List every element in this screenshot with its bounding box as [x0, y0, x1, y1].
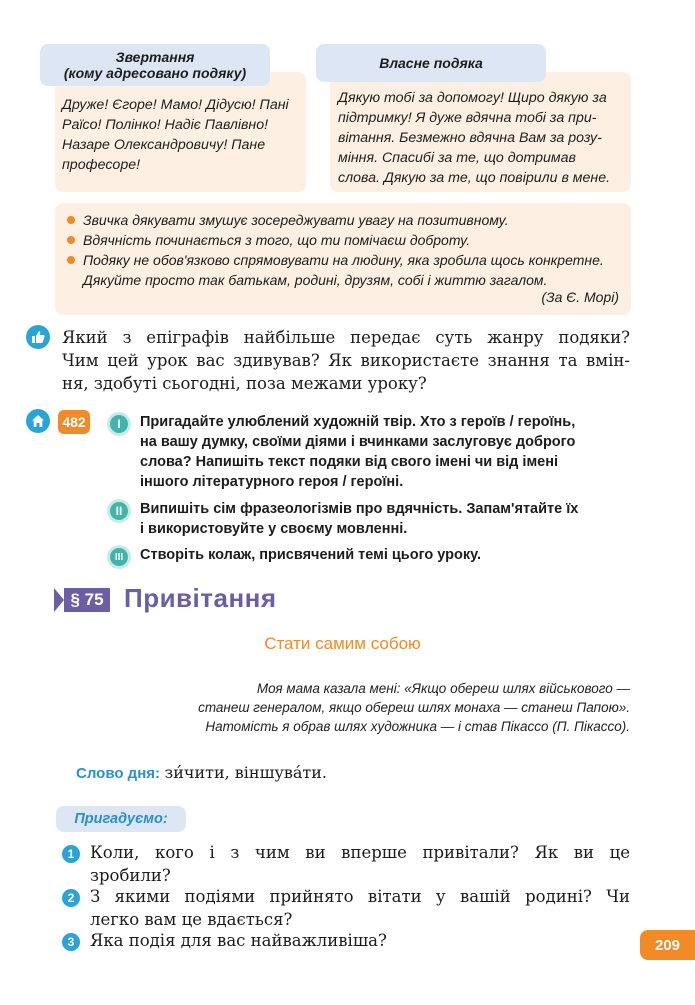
gratitude-line: міння. Спасибі за те, що дотримав	[338, 150, 576, 166]
epigraph-text: Звичка дякувати змушує зосереджувати увагу на позитивному.	[83, 212, 509, 228]
epigraphs-list	[65, 210, 621, 290]
section-number: § 75	[64, 588, 110, 612]
addressing-line: Друже! Єгоре! Мамо! Дідусю! Пані	[62, 97, 289, 113]
task-level-1: I	[110, 415, 128, 433]
gratitude-header	[316, 44, 546, 82]
gratitude-line: підтримку! Я дуже вдячна тобі за при-	[338, 110, 597, 126]
task-level-3: III	[110, 548, 128, 566]
reflection-line: Чим цей урок вас здивував? Як використаєте знання та вмін-	[62, 351, 630, 370]
task-text-2	[140, 499, 632, 539]
task-line: слова? Напишіть текст подяки від свого імені чи від імені	[140, 454, 559, 470]
remember-line: легко вам це вдається?	[90, 910, 293, 929]
epigraph-quote	[120, 679, 630, 736]
thumbs-up-icon	[26, 325, 50, 349]
addressing-text	[62, 95, 300, 175]
epigraph-item	[65, 230, 621, 250]
word-of-day-label: Слово дня:	[76, 765, 161, 782]
gratitude-line: вітання. Безмежно вдячна Вам за розу-	[338, 130, 602, 146]
exercise-number: 482	[58, 410, 90, 434]
question-number-2: 2	[62, 889, 80, 907]
epigraph-quote-line: Натомість я обрав шлях художника — і став Пікассо (П. Пікассо).	[205, 719, 630, 734]
epigraph-author: (За Є. Морі)	[541, 289, 619, 305]
gratitude-line: слова. Дякую за те, що повірили в мене.	[338, 170, 611, 186]
addressing-header	[40, 44, 270, 86]
home-icon	[26, 409, 50, 433]
remember-question-3	[90, 929, 630, 952]
bullet-icon	[67, 236, 75, 244]
remember-line: З якими подіями прийнято вітати у вашій родині? Чи	[90, 887, 630, 906]
word-of-day-value: зи́чити, віншува́ти.	[164, 763, 328, 782]
gratitude-line: Дякую тобі за допомогу! Щиро дякую за	[338, 90, 607, 106]
remember-line: зробили?	[90, 866, 171, 885]
addressing-line: Назаре Олександровичу! Пане	[62, 137, 266, 153]
addressing-line: професоре!	[62, 157, 141, 173]
reflection-line: Який з епіграфів найбільше передає суть жанру подяки?	[62, 328, 630, 347]
remember-line: Коли, кого і з чим ви вперше привітали? Як ви це	[90, 843, 630, 862]
epigraph-quote-line: станеш генералом, якщо обереш шлях монаха — станеш Папою».	[198, 700, 630, 715]
addressing-header-line1: Звертання	[115, 49, 195, 65]
epigraph-text: Дякуйте просто так батькам, родині, друзям, собі і життю загалом.	[83, 272, 548, 288]
task-line: і використовуйте у своєму мовленні.	[140, 521, 408, 537]
task-line: Пригадайте улюблений художній твір. Хто з героїв / героїнь,	[140, 414, 576, 430]
epigraph-item	[65, 210, 621, 230]
epigraph-title: Стати самим собою	[264, 634, 421, 653]
page-number: 209	[640, 930, 695, 960]
task-line: на вашу думку, своїми діями і вчинками заслуговує доброго	[140, 434, 576, 450]
task-text-3	[140, 545, 632, 565]
addressing-line: Раїсо! Полінко! Надіє Павлівно!	[62, 117, 269, 133]
bullet-icon	[67, 256, 75, 264]
section-title: Привітання	[124, 583, 277, 613]
thumbs-up-glyph	[31, 330, 45, 344]
gratitude-header-text: Власне подяка	[379, 55, 483, 71]
epigraph-item-continuation	[65, 270, 621, 290]
task-line: Створіть колаж, присвячений темі цього уроку.	[140, 547, 481, 563]
reflection-question	[62, 326, 630, 395]
question-number-1: 1	[62, 845, 80, 863]
epigraph-item	[65, 250, 621, 270]
task-line: Випишіть сім фразеологізмів про вдячність. Запам'ятайте їх	[140, 501, 579, 517]
epigraphs-box	[55, 203, 631, 315]
word-of-day	[76, 763, 327, 783]
question-number-3: 3	[62, 933, 80, 951]
task-line: іншого літературного героя / героїні.	[140, 474, 404, 490]
remember-label: Пригадуємо:	[56, 806, 186, 832]
task-level-2: II	[110, 502, 128, 520]
epigraph-text: Вдячність починається з того, що ти помічаєш доброту.	[83, 232, 471, 248]
section-tag-arrow	[54, 588, 64, 612]
gratitude-text	[338, 88, 624, 188]
remember-question-2	[90, 885, 630, 931]
remember-line: Яка подія для вас найважливіша?	[90, 931, 387, 950]
epigraph-quote-line: Моя мама казала мені: «Якщо обереш шлях військового —	[256, 681, 630, 696]
addressing-header-line2: (кому адресовано подяку)	[63, 65, 247, 81]
reflection-line: ня, здобуті сьогодні, поза межами уроку?	[62, 374, 427, 393]
epigraph-text: Подяку не обов'язково спрямовувати на людину, яка зробила щось конкретне.	[83, 252, 604, 268]
bullet-icon	[67, 216, 75, 224]
task-text-1	[140, 412, 632, 492]
home-glyph	[31, 414, 45, 428]
remember-question-1	[90, 841, 630, 887]
